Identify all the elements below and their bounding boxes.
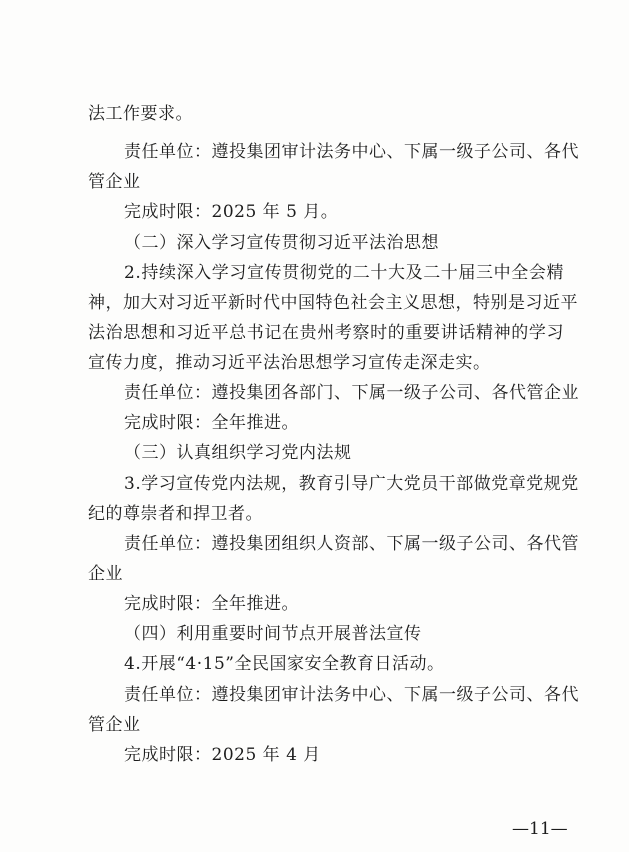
paragraph-line: 3.学习宣传党内法规，教育引导广大党员干部做党章党规党 <box>124 474 579 494</box>
paragraph-line: 完成时限：2025 年 5 月。 <box>124 202 339 222</box>
paragraph-line: 纪的尊崇者和捍卫者。 <box>88 504 263 524</box>
paragraph-line: 责任单位：遵投集团审计法务中心、下属一级子公司、各代 <box>124 685 579 705</box>
paragraph-line: 管企业 <box>88 715 141 735</box>
paragraph-line: 企业 <box>88 564 123 584</box>
paragraph-line: 完成时限：全年推进。 <box>124 413 299 433</box>
paragraph-line: 宣传力度，推动习近平法治思想学习宣传走深走实。 <box>88 353 491 373</box>
paragraph-line: 管企业 <box>88 172 141 192</box>
paragraph-line: 2.持续深入学习宣传贯彻党的二十大及二十届三中全会精 <box>124 263 564 283</box>
paragraph-line: 责任单位：遵投集团组织人资部、下属一级子公司、各代管 <box>124 534 579 554</box>
section-heading: （二）深入学习宣传贯彻习近平法治思想 <box>124 233 439 253</box>
paragraph-line: 法治思想和习近平总书记在贵州考察时的重要讲话精神的学习 <box>88 323 564 343</box>
paragraph-line: 法工作要求。 <box>88 104 193 124</box>
section-heading: （三）认真组织学习党内法规 <box>124 443 352 463</box>
page-number: —11— <box>512 819 568 839</box>
paragraph-line: 完成时限：全年推进。 <box>124 594 299 614</box>
paragraph-line: 责任单位：遵投集团审计法务中心、下属一级子公司、各代 <box>124 142 579 162</box>
section-heading: （四）利用重要时间节点开展普法宣传 <box>124 624 422 644</box>
paragraph-line: 责任单位：遵投集团各部门、下属一级子公司、各代管企业 <box>124 383 579 403</box>
paragraph-line: 4.开展“4·15”全民国家安全教育日活动。 <box>124 654 445 674</box>
paragraph-line: 完成时限：2025 年 4 月 <box>124 745 321 765</box>
paragraph-line: 神，加大对习近平新时代中国特色社会主义思想，特别是习近平 <box>88 293 578 313</box>
